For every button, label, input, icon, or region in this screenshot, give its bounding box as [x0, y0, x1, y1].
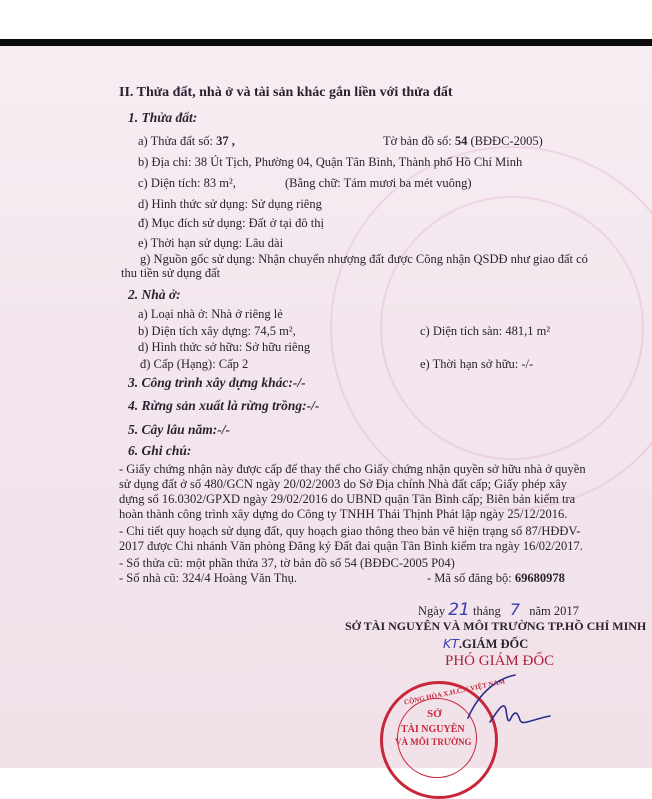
kt-prefix: KT	[443, 636, 459, 651]
note-line: dựng số 16.0302/GPXD ngày 29/02/2016 do UBND quận Tân Bình cấp; Biên bản kiểm tra	[119, 492, 576, 506]
issuing-agency: SỞ TÀI NGUYÊN VÀ MÔI TRƯỜNG TP.HỒ CHÍ MINH	[345, 619, 647, 633]
land-origin-line2: thu tiền sử dụng đất	[121, 266, 221, 280]
deputy-director-title: PHÓ GIÁM ĐỐC	[445, 653, 555, 669]
land-use-purpose: đ) Mục đích sử dụng: Đất ở tại đô thị	[138, 216, 324, 230]
land-area: c) Diện tích: 83 m²,	[138, 176, 236, 190]
record-code: - Mã số đăng bộ: 69680978	[427, 571, 565, 585]
note-line: 2017 được Chi nhánh Văn phòng Đăng ký Đất đai quận Tân Bình kiểm tra ngày 16/02/2017.	[119, 539, 583, 553]
section-title: II. Thửa đất, nhà ở và tài sản khác gắn liền với thửa đất	[119, 85, 453, 100]
record-code-value: 69680978	[514, 571, 565, 585]
land-address: b) Địa chỉ: 38 Út Tịch, Phường 04, Quận Tân Bình, Thành phố Hồ Chí Minh	[138, 155, 523, 169]
top-border-line	[0, 39, 652, 46]
land-heading: 1. Thửa đất:	[128, 110, 198, 125]
seal-text-line3: VÀ MÔI TRƯỜNG	[395, 737, 472, 747]
seal-text-line1: SỞ	[427, 708, 442, 720]
signature	[460, 670, 560, 740]
house-ownership-form: d) Hình thức sở hữu: Sở hữu riêng	[138, 340, 311, 354]
note-line: - Giấy chứng nhận này được cấp để thay thế cho Giấy chứng nhận quyền sở hữu nhà ở quyền	[119, 462, 586, 476]
signing-day: 21	[448, 600, 470, 620]
planted-forest: 4. Rừng sản xuất là rừng trồng:-/-	[128, 398, 320, 413]
note-line: - Chi tiết quy hoạch sử dụng đất, quy hoạch giao thông theo bản vẽ hiện trạng số 87/HĐĐV-	[119, 524, 581, 538]
house-type: a) Loại nhà ở: Nhà ở riêng lẻ	[138, 307, 283, 321]
house-heading: 2. Nhà ở:	[128, 287, 181, 302]
house-built-area: b) Diện tích xây dựng: 74,5 m²,	[138, 324, 296, 338]
note-line: hoàn thành công trình xây dựng do Công ty TNHH Thái Thịnh Phát lập ngày 25/12/2016.	[119, 507, 568, 521]
land-use-term: e) Thời hạn sử dụng: Lâu dài	[138, 236, 284, 250]
land-parcel-label: a) Thửa đất số: 37 ,	[138, 134, 235, 148]
signing-date: Ngày 21 tháng 7 năm 2017	[418, 600, 579, 620]
land-parcel-number: 37 ,	[216, 134, 235, 148]
house-grade: đ) Cấp (Hạng): Cấp 2	[140, 357, 249, 371]
land-use-form: d) Hình thức sử dụng: Sử dụng riêng	[138, 197, 322, 211]
land-map-number: 54	[454, 134, 468, 148]
seal-text-line2: TÀI NGUYÊN	[401, 724, 465, 735]
notes-heading: 6. Ghi chú:	[128, 443, 192, 458]
note-line: - Số nhà cũ: 324/4 Hoàng Văn Thụ.	[119, 571, 297, 585]
signing-month: 7	[509, 600, 521, 619]
land-map-sheet: Tờ bản đồ số: 54 (BĐĐC-2005)	[383, 134, 543, 148]
land-area-words: (Bằng chữ: Tám mươi ba mét vuông)	[285, 176, 472, 190]
land-origin-line1: g) Nguồn gốc sử dụng: Nhận chuyển nhượng đất được Công nhận QSDĐ như giao đất có	[140, 252, 588, 266]
note-line: - Số thửa cũ: một phần thửa 37, tờ bản đồ số 54 (BĐĐC-2005 P04)	[119, 556, 455, 570]
house-ownership-term: e) Thời hạn sở hữu: -/-	[420, 357, 534, 371]
seal-ring-text: CỘNG HÒA X.H.C.N VIỆT NAM	[403, 677, 506, 707]
director-title: KT.GIÁM ĐỐC	[443, 636, 529, 651]
note-line: sử dụng đất ở số 480/GCN ngày 20/02/2003 do Sở Địa chính Nhà đất cấp; Giấy phép xây	[119, 477, 568, 491]
house-floor-area: c) Diện tích sàn: 481,1 m²	[420, 324, 551, 338]
other-structures: 3. Công trình xây dựng khác:-/-	[128, 375, 306, 390]
perennial-trees: 5. Cây lâu năm:-/-	[128, 422, 231, 437]
